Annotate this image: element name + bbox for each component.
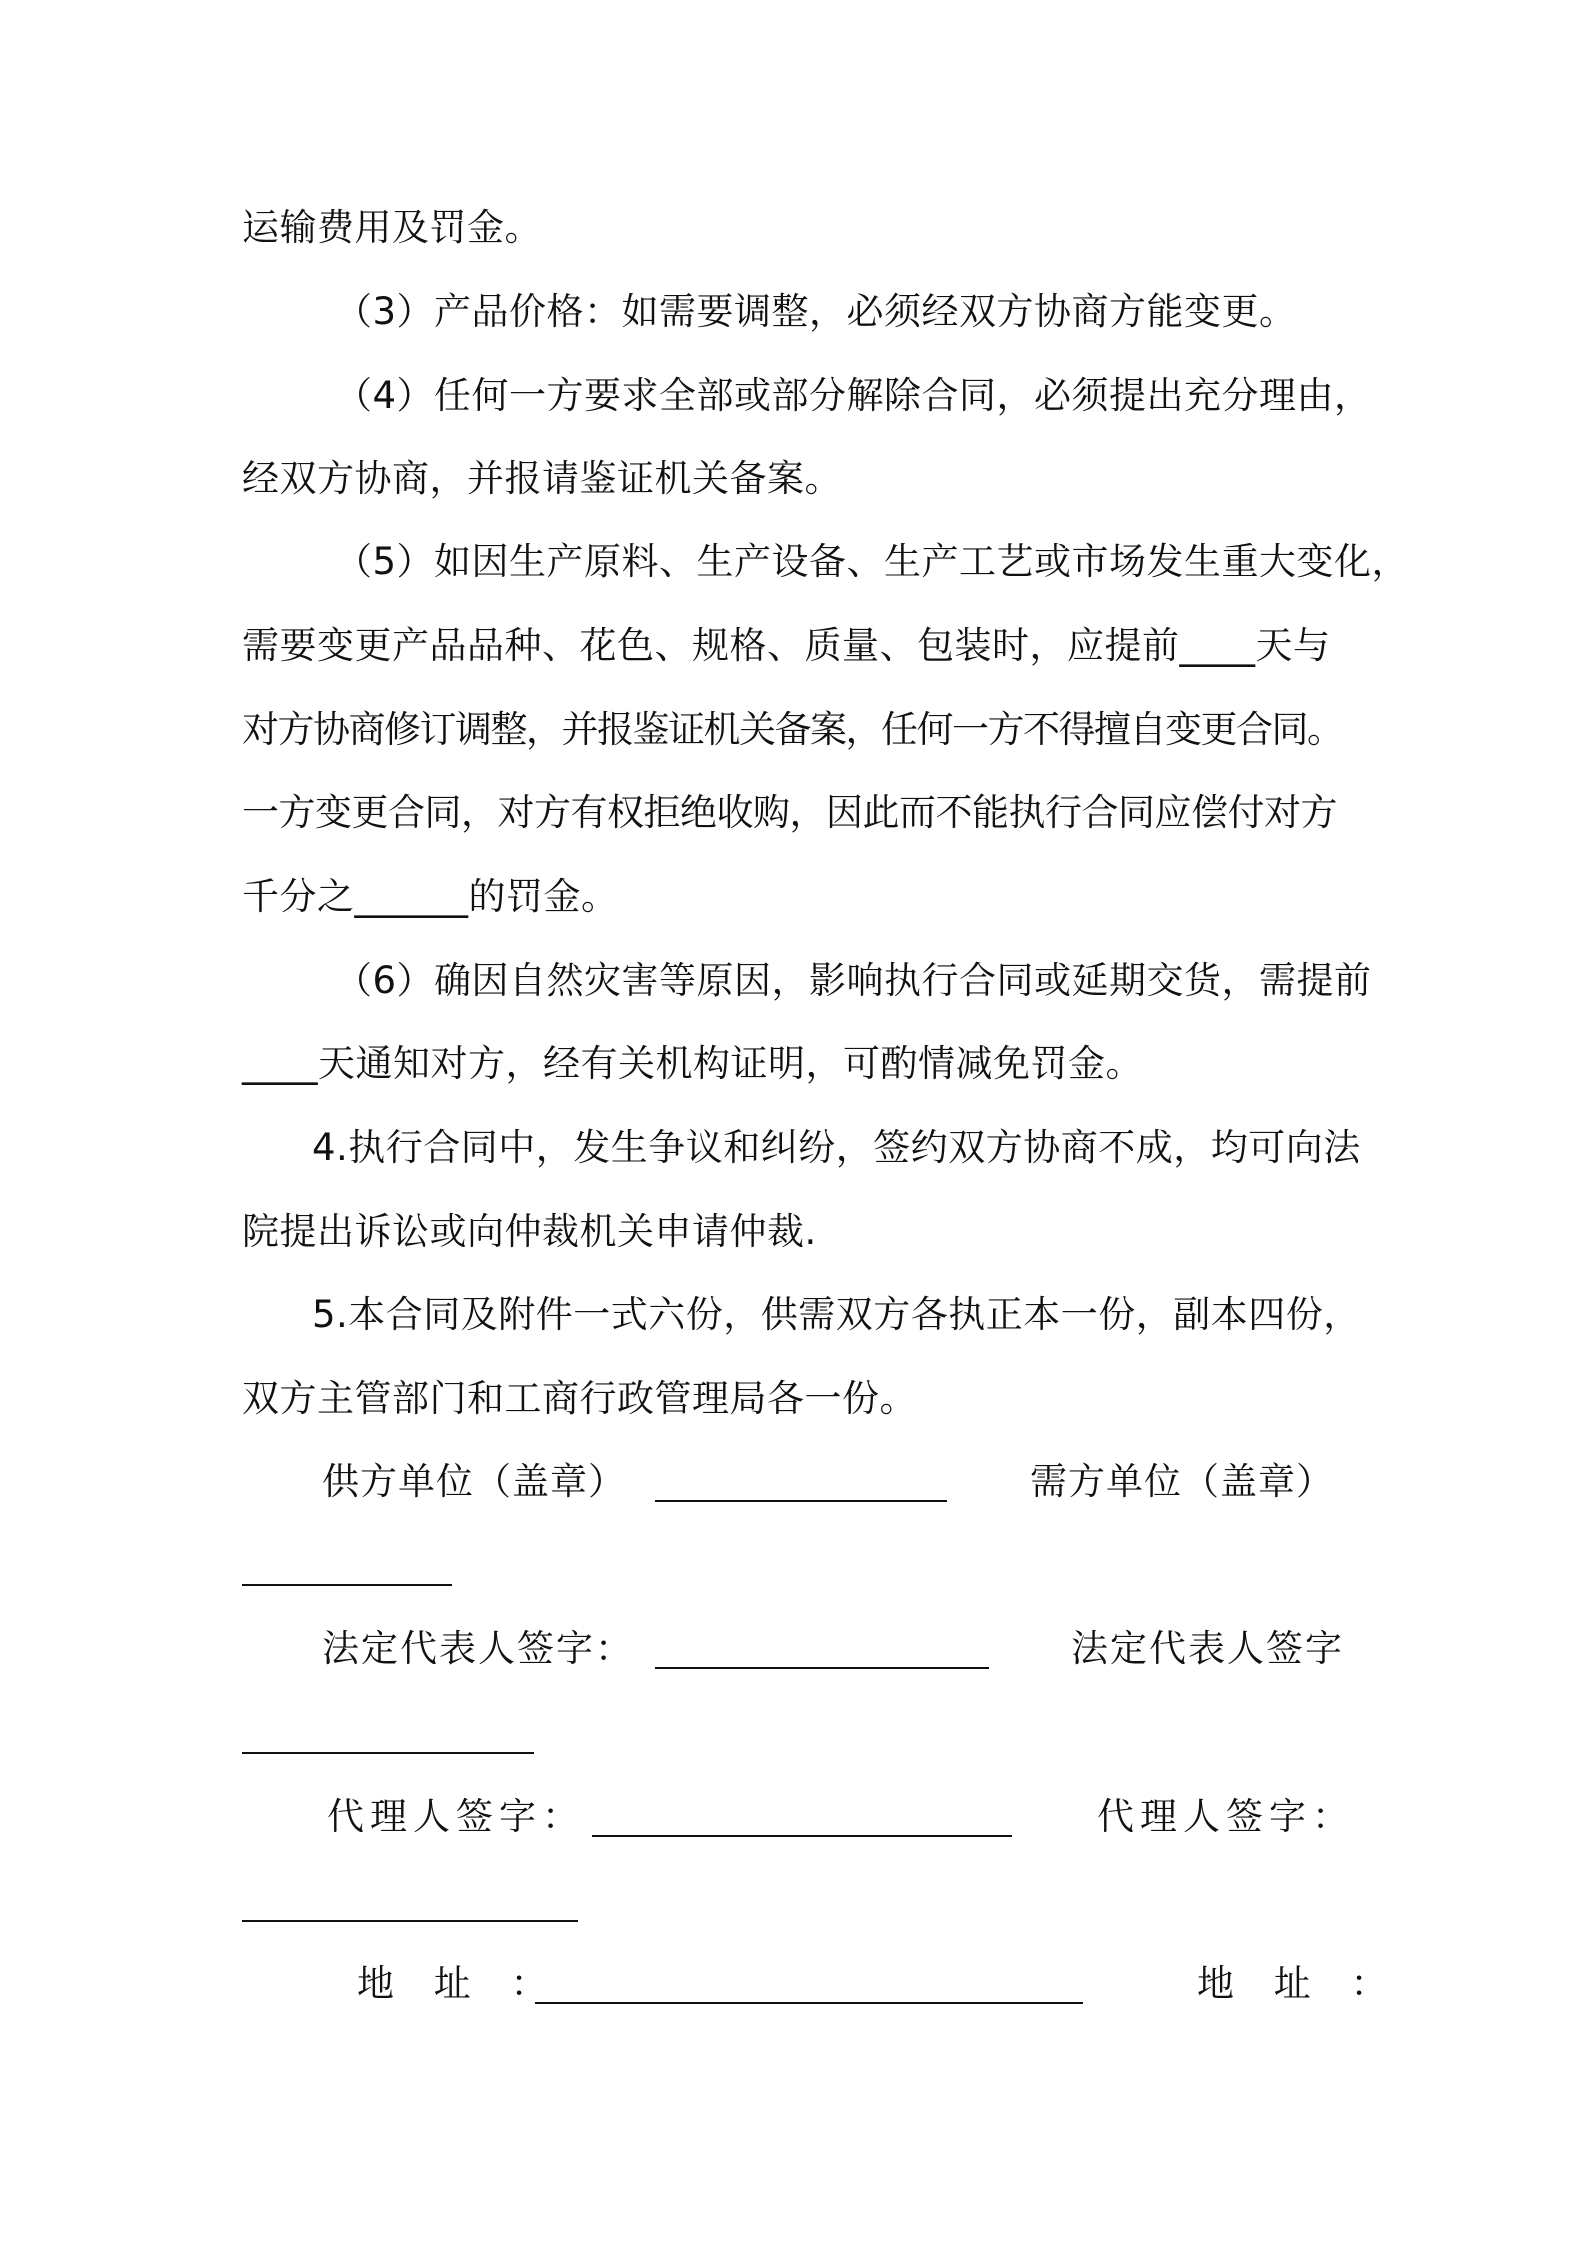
- paragraph-line: （5）如因生产原料、生产设备、生产工艺或市场发生重大变化，: [335, 540, 1410, 583]
- paragraph-line: 对方协商修订调整，并报鉴证机关备案，任何一方不得擅自变更合同。: [242, 708, 1343, 751]
- paragraph-line: ____天通知对方，经有关机构证明，可酌情减免罚金。: [242, 1042, 1143, 1085]
- paragraph-line: （6）确因自然灾害等原因，影响执行合同或延期交货，需提前: [335, 959, 1372, 1002]
- supplier-unit-blank: [655, 1500, 947, 1502]
- paragraph-line: 经双方协商，并报请鉴证机关备案。: [242, 457, 842, 500]
- paragraph-line: 院提出诉讼或向仲裁机关申请仲裁.: [242, 1210, 817, 1253]
- agent-right-label: 代理人签字：: [1097, 1795, 1355, 1838]
- paragraph-line: 一方变更合同，对方有权拒绝收购，因此而不能执行合同应偿付对方: [242, 791, 1337, 834]
- address-left-label: 地 址 ：: [357, 1962, 562, 2005]
- address-left-blank: [535, 2002, 1083, 2004]
- agent-right-blank: [242, 1920, 578, 1922]
- agent-left-blank: [592, 1835, 1012, 1837]
- paragraph-line: 4.执行合同中，发生争议和纠纷，签约双方协商不成，均可向法: [312, 1126, 1361, 1169]
- legal-rep-right-label: 法定代表人签字: [1071, 1627, 1344, 1670]
- address-right-label: 地 址 ：: [1197, 1962, 1402, 2005]
- legal-rep-left-blank: [655, 1667, 989, 1669]
- legal-rep-right-blank: [242, 1752, 534, 1754]
- legal-rep-left-label: 法定代表人签字：: [322, 1627, 634, 1670]
- paragraph-line: （4）任何一方要求全部或部分解除合同，必须提出充分理由，: [335, 374, 1372, 417]
- buyer-unit-label: 需方单位（盖章）: [1030, 1460, 1334, 1503]
- buyer-unit-blank: [242, 1584, 452, 1586]
- agent-left-label: 代理人签字：: [327, 1795, 585, 1838]
- paragraph-line: 需要变更产品品种、花色、规格、质量、包装时，应提前____天与: [242, 624, 1331, 667]
- paragraph-line: 5.本合同及附件一式六份，供需双方各执正本一份，副本四份，: [312, 1293, 1361, 1336]
- paragraph-line: 双方主管部门和工商行政管理局各一份。: [242, 1377, 917, 1420]
- paragraph-line: （3）产品价格：如需要调整，必须经双方协商方能变更。: [335, 290, 1297, 333]
- paragraph-line: 千分之______的罚金。: [242, 875, 619, 918]
- paragraph-line: 运输费用及罚金。: [242, 206, 542, 249]
- supplier-unit-label: 供方单位（盖章）: [322, 1460, 626, 1503]
